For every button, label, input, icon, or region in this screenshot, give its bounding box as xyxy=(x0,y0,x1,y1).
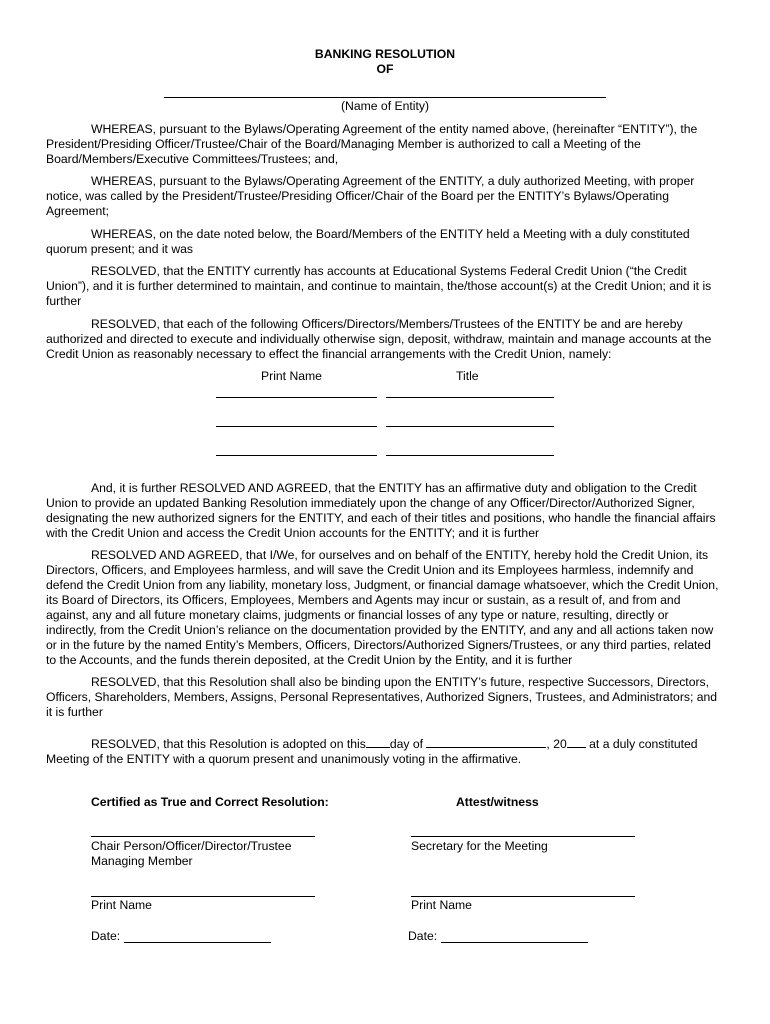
signer-2-name-field[interactable] xyxy=(216,426,377,427)
document-title: BANKING RESOLUTION xyxy=(314,47,456,61)
chair-signature-field[interactable] xyxy=(91,836,315,837)
chair-date-field[interactable] xyxy=(124,942,271,943)
resolved-paragraph-authorized: RESOLVED, that each of the following Officers/Directors/Members/Trustees of the ENTITY be and are hereby authorized and directed to execute and individually otherwise sign, deposit, withdraw, maintain and manage accounts at the Credit Union as reasonably necessary to effect the financial arrangements with the Credit Union, namely: xyxy=(46,317,712,361)
entity-name-label: (Name of Entity) xyxy=(340,99,430,113)
adoption-paragraph xyxy=(46,735,722,767)
certified-heading: Certified as True and Correct Resolution: xyxy=(91,795,329,809)
indemnification-paragraph: RESOLVED AND AGREED, that I/We, for ourselves and on behalf of the ENTITY, hereby hold the Credit Union, its Directors, Officers, and Employees harmless, and will save the Credit Union and its Employees harmless, indemnify and defend the Credit Union from any liability, monetary loss, Judgment, or financial damage whatsoever, which the Credit Union, its Board of Directors, its Officers, Employees, Members and Agents may incur or sustain, as a result of, and from and against, any and all future monetary claims, judgments or financial losses of any type or nature, resulting, directly or indirectly, from the Credit Union’s reliance on the documentation provided by the ENTITY, and any and all actions taken now or in the future by the named Entity’s Members, Officers, Directors/Authorized Signers/Trustees, or any third parties, related to the Accounts, and the funds therein deposited, at the Credit Union by the Entity, and it is further xyxy=(46,548,719,667)
entity-name-field[interactable] xyxy=(164,97,606,98)
title-column-header: Title xyxy=(456,369,479,383)
resolved-paragraph-accounts: RESOLVED, that the ENTITY currently has accounts at Educational Systems Federal Credit Union (“the Credit Union”), and it is further determined to maintain, and continue to maintain, the/those account(s) at the Credit Union; and it is further xyxy=(46,264,712,308)
secretary-signature-field[interactable] xyxy=(411,836,635,837)
signer-2-title-field[interactable] xyxy=(386,426,554,427)
adoption-text-c: , 20 xyxy=(546,737,567,751)
secretary-role-label: Secretary for the Meeting xyxy=(411,839,548,853)
print-name-column-header: Print Name xyxy=(261,369,322,383)
chair-role-label: Chair Person/Officer/Director/Trustee xyxy=(91,839,292,853)
secretary-print-name-label: Print Name xyxy=(411,898,472,912)
whereas-paragraph-2: WHEREAS, pursuant to the Bylaws/Operating Agreement of the ENTITY, a duly authorized Meeting, with proper notice, was called by the President/Trustee/Presiding Officer/Chair of the Board per the ENTITY’s Bylaws/Operating Agreement; xyxy=(46,174,695,218)
adoption-day-field[interactable] xyxy=(366,735,390,748)
adoption-text-b: day of xyxy=(389,737,424,751)
signer-1-name-field[interactable] xyxy=(216,397,377,398)
signer-1-title-field[interactable] xyxy=(386,397,554,398)
attest-witness-heading: Attest/witness xyxy=(456,795,539,809)
whereas-paragraph-1: WHEREAS, pursuant to the Bylaws/Operating Agreement of the entity named above, (hereinafter “ENTITY”), the President/Presiding Officer/Trustee/Chair of the Board/Managing Member is authorized to call a Meeting of the Board/Members/Executive Committees/Trustees; and, xyxy=(46,122,698,166)
adoption-month-field[interactable] xyxy=(426,735,546,748)
signer-3-name-field[interactable] xyxy=(216,455,377,456)
document-title-of: OF xyxy=(376,62,394,76)
adoption-text-a: RESOLVED, that this Resolution is adopted on this xyxy=(91,737,366,751)
chair-print-name-label: Print Name xyxy=(91,898,152,912)
adoption-text-d: at a duly constituted Meeting of the ENTITY with a quorum present and unanimously voting in the affirmative. xyxy=(46,737,698,766)
whereas-paragraph-3: WHEREAS, on the date noted below, the Board/Members of the ENTITY held a Meeting with a duly constituted quorum present; and it was xyxy=(46,227,690,256)
secretary-date-field[interactable] xyxy=(441,942,588,943)
chair-date-label: Date: xyxy=(91,929,121,943)
adoption-year-field[interactable] xyxy=(567,735,586,748)
secretary-print-name-field[interactable] xyxy=(411,896,635,897)
managing-member-label: Managing Member xyxy=(91,854,193,868)
secretary-date-label: Date: xyxy=(408,929,438,943)
binding-successors-paragraph: RESOLVED, that this Resolution shall also be binding upon the ENTITY’s future, respective Successors, Directors, Officers, Shareholders, Members, Assigns, Personal Representatives, Authorized Signers, Trustees, and Administrators; and it is further xyxy=(46,675,718,719)
resolved-agreed-update-paragraph: And, it is further RESOLVED AND AGREED, that the ENTITY has an affirmative duty and obligation to the Credit Union to provide an updated Banking Resolution immediately upon the change of any Officer/Director/Authorized Signer, designating the new authorized signers for the ENTITY, and each of their titles and positions, who handle the financial affairs with the Credit Union and access the Credit Union accounts for the ENTITY; and it is further xyxy=(46,481,716,540)
signer-3-title-field[interactable] xyxy=(386,455,554,456)
chair-print-name-field[interactable] xyxy=(91,896,315,897)
